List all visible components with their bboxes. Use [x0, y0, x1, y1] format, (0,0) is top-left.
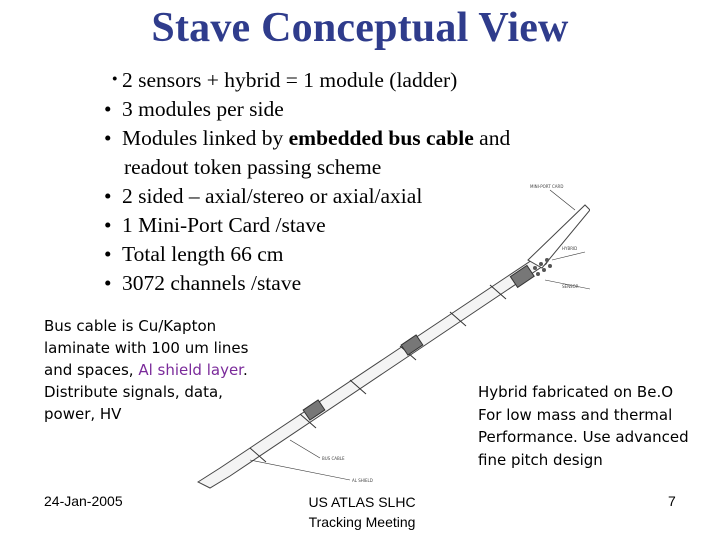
- hybrid-note: Hybrid fabricated on Be.O For low mass and thermal Performance. Use advanced fine pitch design: [478, 383, 689, 469]
- callout-leader: [552, 252, 585, 260]
- callout-leader: [550, 190, 575, 210]
- callout-leader: [290, 440, 320, 458]
- bullet-item: • 3 modules per side: [104, 97, 284, 121]
- bus-cable-note: Bus cable is Cu/Kapton laminate with 100 um lines and spaces, Al shield layer. Distribute signals, data, power, HV: [44, 317, 249, 423]
- bullet-item: • 1 Mini-Port Card /stave: [104, 213, 326, 237]
- callout-label: HYBRID: [562, 246, 578, 251]
- highlight-text: Al shield layer: [138, 361, 243, 379]
- bullet-item: • 2 sided – axial/stereo or axial/axial: [104, 184, 423, 208]
- page-number: 7: [668, 493, 676, 509]
- bullet-item: • Total length 66 cm: [104, 242, 284, 266]
- callout-label: SENSOR: [562, 284, 579, 289]
- callout-label: MINI-PORT CARD: [530, 184, 564, 189]
- callout-leader: [250, 460, 350, 480]
- bullet-item: • Modules linked by embedded bus cable and: [104, 126, 511, 150]
- footer-date: 24-Jan-2005: [44, 493, 123, 509]
- bullet-item: • 3072 channels /stave: [104, 271, 302, 295]
- footer-meeting: US ATLAS SLHC Tracking Meeting: [308, 494, 416, 530]
- bullet-item: ・2 sensors + hybrid = 1 module (ladder): [104, 68, 458, 92]
- callout-label: AL SHIELD: [352, 478, 373, 483]
- slide-title: Stave Conceptual View: [151, 5, 569, 51]
- bullet-continuation: readout token passing scheme: [124, 155, 382, 179]
- callout-label: BUS CABLE: [322, 456, 345, 461]
